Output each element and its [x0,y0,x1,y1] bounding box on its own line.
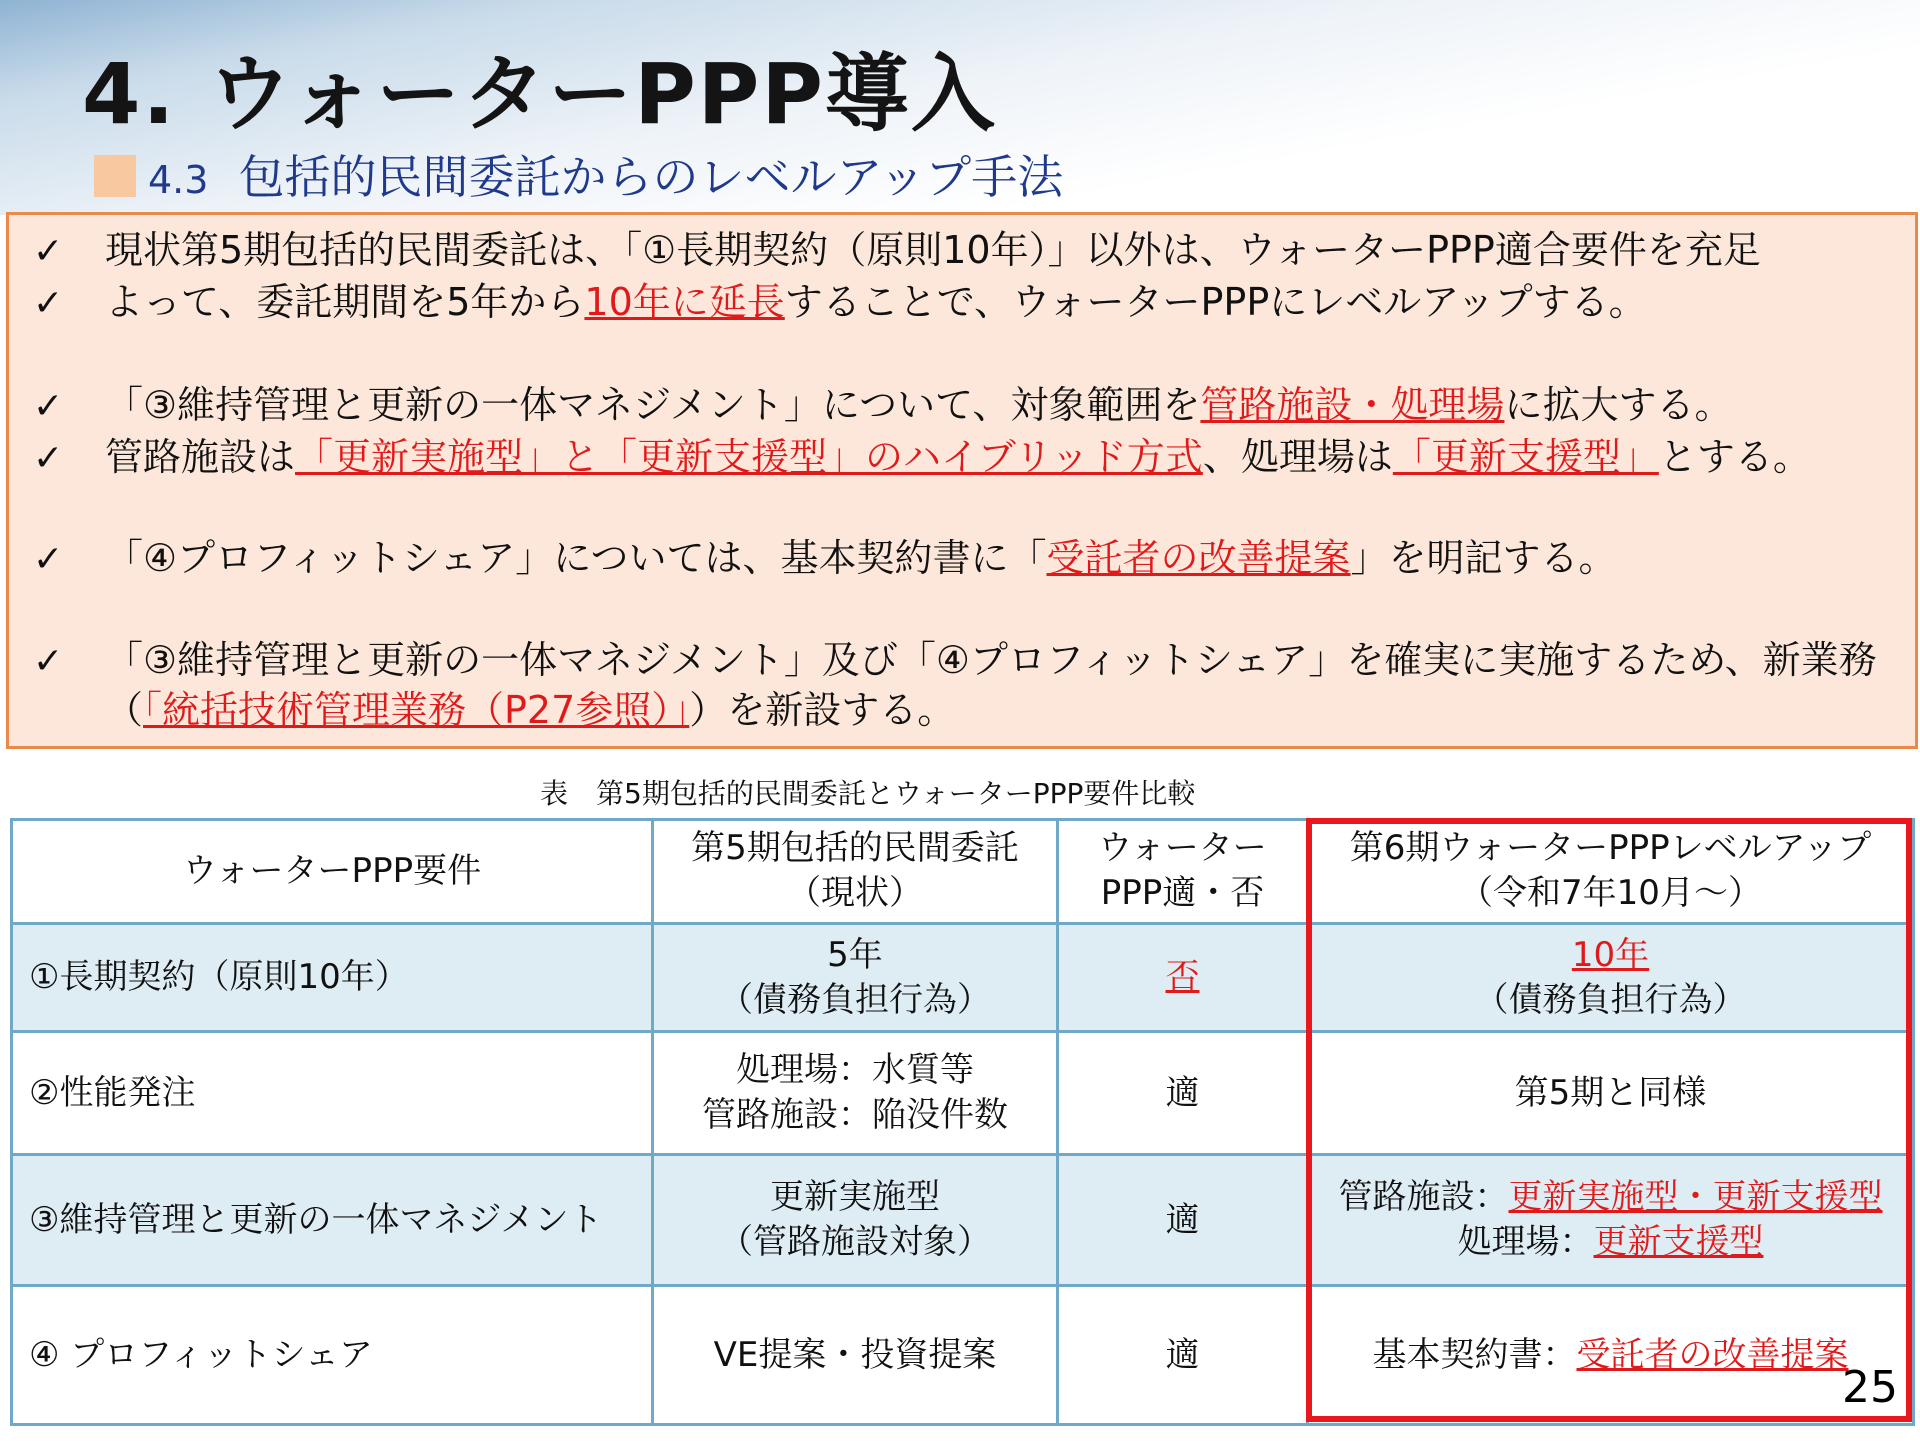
cell-current: VE提案・投資提案 [653,1286,1058,1425]
red-emphasis: 管路施設・処理場 [1200,383,1505,427]
bullet-text: 管路施設は [105,435,296,479]
table-row [12,923,1914,1032]
red-emphasis: 受託者の改善提案 [1046,536,1351,580]
bullet-item [33,635,1877,687]
table-header-row [12,820,1914,924]
cell-requirement: ①長期契約（原則10年） [12,923,653,1032]
page-title: 4. ウォーターPPP導入 [82,45,997,143]
header-cell-next: 第6期ウォーターPPPレベルアップ （令和7年10月～） [1308,820,1914,924]
bullet-item [33,277,1647,329]
check-icon: ✓ [33,231,64,272]
bullet-text: 「③維持管理と更新の一体マネジメント」について、対象範囲を [105,383,1201,427]
table-row [12,1155,1914,1286]
bullet-text: 、処理場は [1202,435,1393,479]
bullet-text: 」を明記する。 [1350,536,1617,580]
bullet-continuation [105,685,955,735]
cell-next: 第5期と同様 [1308,1032,1914,1155]
section-subtitle [148,150,1064,204]
bullet-text: （ [105,688,144,732]
cell-requirement: ②性能発注 [12,1032,653,1155]
cell-fit: 否 [1058,923,1308,1032]
cell-next: 10年 （債務負担行為） [1308,923,1914,1032]
section-title: 包括的民間委託からのレベルアップ手法 [238,150,1064,204]
bullet-text: とする。 [1658,435,1811,479]
cell-current: 更新実施型 （管路施設対象） [653,1155,1058,1286]
table-caption: 表 第5期包括的民間委託とウォーターPPP要件比較 [540,777,1196,810]
red-emphasis: 「更新実施型」と「更新支援型」のハイブリッド方式 [295,435,1203,479]
cell-fit: 適 [1058,1155,1308,1286]
red-emphasis: 「統括技術管理業務（P27参照）」 [143,688,690,732]
bullet-item [33,533,1617,585]
check-icon: ✓ [33,539,64,580]
bullet-box [6,212,1918,749]
header-cell-fit: ウォーター PPP適・否 [1058,820,1308,924]
cell-fit: 適 [1058,1286,1308,1425]
cell-fit: 適 [1058,1032,1308,1155]
check-icon: ✓ [33,283,64,324]
check-icon: ✓ [33,438,64,479]
bullet-item [33,225,1761,277]
cell-next: 基本契約書：受託者の改善提案 [1308,1286,1914,1425]
bullet-text: 「③維持管理と更新の一体マネジメント」及び「④プロフィットシェア」を確実に実施するため、新業務 [105,638,1877,682]
red-emphasis: 「更新支援型」 [1392,435,1659,479]
bullet-item [33,432,1811,484]
cell-current: 5年 （債務負担行為） [653,923,1058,1032]
table-row [12,1286,1914,1425]
cell-next: 管路施設：更新実施型・更新支援型 処理場：更新支援型 [1308,1155,1914,1286]
section-marker-square [94,155,136,197]
cell-requirement: ④ プロフィットシェア [12,1286,653,1425]
cell-current: 処理場：水質等 管路施設：陥没件数 [653,1032,1058,1155]
bullet-text: 「④プロフィットシェア」については、基本契約書に「 [105,536,1047,580]
bullet-text: することで、ウォーターPPPにレベルアップする。 [784,280,1647,324]
header-cell-requirement: ウォーターPPP要件 [12,820,653,924]
check-icon: ✓ [33,641,64,682]
header-cell-current: 第5期包括的民間委託 （現状） [653,820,1058,924]
comparison-table [10,818,1915,1426]
bullet-text: 現状第5期包括的民間委託は、「①長期契約（原則10年）」以外は、ウォーターPPP適合要件を充足 [105,228,1761,272]
section-number: 4.3 [148,158,209,202]
page-number: 25 [1842,1362,1898,1413]
bullet-text: ）を新設する。 [689,688,956,732]
bullet-text: よって、委託期間を5年から [105,280,585,324]
table-row [12,1032,1914,1155]
bullet-text: に拡大する。 [1504,383,1733,427]
bullet-item [33,380,1732,432]
check-icon: ✓ [33,386,64,427]
cell-requirement: ③維持管理と更新の一体マネジメント [12,1155,653,1286]
red-emphasis: 10年に延長 [584,280,785,324]
